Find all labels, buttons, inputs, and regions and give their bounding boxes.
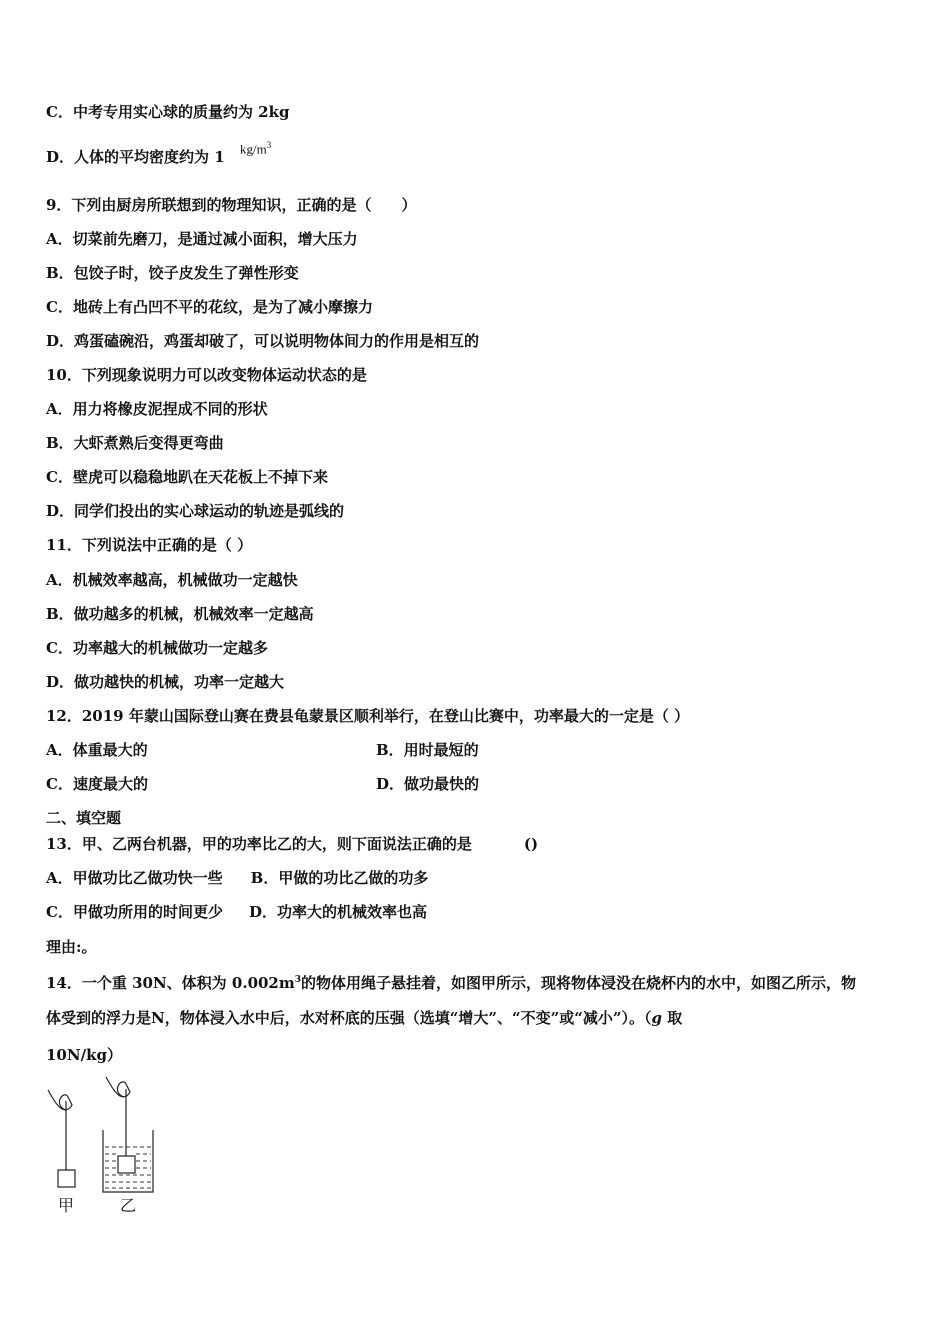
q12-option-a: A．体重最大的 (46, 741, 148, 759)
q13-options-ab (46, 868, 428, 888)
q11-option-c: C．功率越大的机械做功一定越多 (46, 639, 268, 657)
density-unit: $kg/m^3$ (240, 140, 272, 157)
q13-option-d: D．功率大的机械效率也高 (248, 903, 427, 921)
q8-option-d-text: D．人体的平均密度约为 1 (46, 148, 225, 166)
q9-option-d: D．鸡蛋磕碗沿，鸡蛋却破了，可以说明物体间力的作用是相互的 (46, 332, 480, 350)
q9-option-c: C．地砖上有凸凹不平的花纹，是为了减小摩擦力 (46, 298, 373, 316)
q10-option-d: D．同学们投出的实心球运动的轨迹是弧线的 (46, 502, 345, 520)
q10-option-c: C．壁虎可以稳稳地趴在天花板上不掉下来 (46, 468, 328, 486)
q10-option-a: A．用力将橡皮泥捏成不同的形状 (46, 400, 268, 418)
q12-stem: 12．2019 年蒙山国际登山赛在费县龟蒙景区顺利举行，在登山比赛中，功率最大的一定是（ ） (46, 707, 690, 725)
q13-stem: 13．甲、乙两台机器，甲的功率比乙的大，则下面说法正确的是 () (46, 835, 539, 853)
q11-option-a: A．机械效率越高，机械做功一定越快 (46, 571, 298, 589)
q13-option-c: C．甲做功所用的时间更少 (46, 903, 223, 921)
q13-option-a: A．甲做功比乙做功快一些 (46, 869, 223, 887)
q8-option-d (46, 147, 225, 167)
q11-option-b: B．做功越多的机械，机械效率一定越高 (46, 605, 314, 623)
q9-option-a: A．切菜前先磨刀，是通过减小面积，增大压力 (46, 230, 358, 248)
q8-option-c: C．中考专用实心球的质量约为 2kg (46, 103, 290, 121)
q13-reason: 理由:。 (46, 938, 97, 956)
q13-options-cd (46, 902, 427, 922)
q14-line-2: 体受到的浮力是N，物体浸入水中后，水对杯底的压强（选填“增大”、“不变”或“减小”）。（g 取 (46, 1009, 683, 1027)
q10-stem: 10．下列现象说明力可以改变物体运动状态的是 (46, 366, 367, 384)
q14-figure (40, 1075, 180, 1224)
q9-stem: 9．下列由厨房所联想到的物理知识，正确的是（ ） (46, 196, 417, 214)
q10-option-b: B．大虾煮熟后变得更弯曲 (46, 434, 224, 452)
q14-line-3: 10N/kg） (46, 1046, 122, 1064)
q12-option-c: C．速度最大的 (46, 775, 148, 793)
q9-option-b: B．包饺子时，饺子皮发生了弹性形变 (46, 264, 299, 282)
q12-option-d: D．做功最快的 (376, 775, 480, 793)
figure-label-yi: 乙 (120, 1196, 137, 1215)
q11-stem: 11．下列说法中正确的是（ ） (46, 536, 253, 554)
q14-line-1: 14．一个重 30N、体积为 $0.002m^3$的物体用绳子悬挂着，如图甲所示，现将物体浸没在烧杯内的水中，如图乙所示，物 (46, 974, 857, 992)
q12-option-b: B．用时最短的 (376, 741, 479, 759)
figure-label-jia: 甲 (58, 1196, 75, 1215)
section-title-fill-in: 二、填空题 (46, 809, 122, 827)
q13-option-b: B．甲做的功比乙做的功多 (250, 869, 429, 887)
q11-option-d: D．做功越快的机械，功率一定越大 (46, 673, 285, 691)
